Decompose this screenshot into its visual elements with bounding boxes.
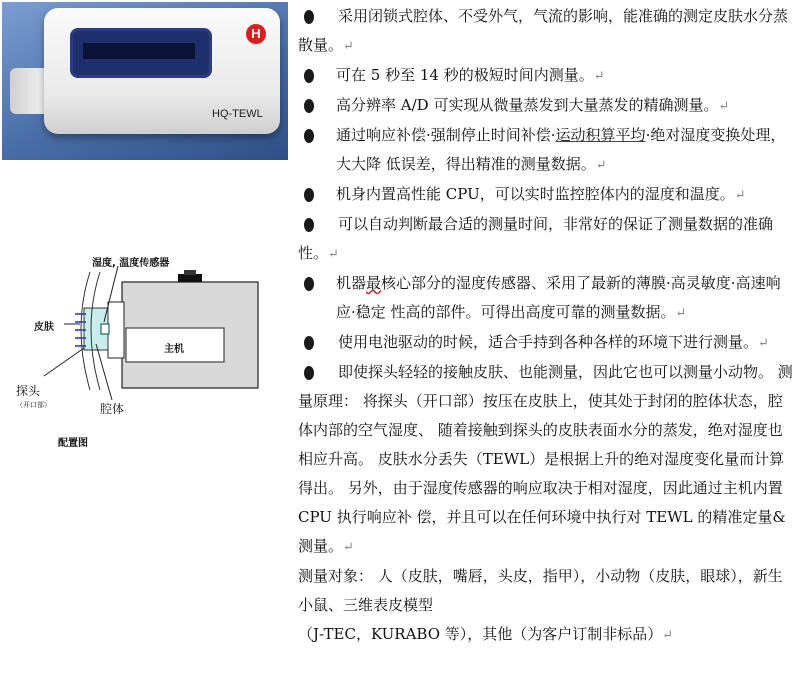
paragraph: 采用闭锁式腔体、不受外气，气流的影响，能准确的测定皮肤水分蒸散量。↵ bbox=[298, 7, 789, 54]
return-mark-icon: ↵ bbox=[343, 39, 354, 54]
diagram-drawing bbox=[0, 240, 290, 450]
return-mark-icon: ↵ bbox=[758, 336, 769, 351]
probe-neck bbox=[108, 302, 124, 358]
probe-label: 探头 bbox=[16, 384, 41, 398]
skin-label: 皮肤 bbox=[34, 322, 54, 333]
bullet-icon bbox=[304, 218, 314, 232]
brand-badge: H bbox=[246, 24, 266, 44]
paragraph: （J-TEC，KURABO 等），其他（为客户订制非标品）↵ bbox=[298, 625, 674, 643]
tewl-device bbox=[44, 8, 280, 134]
host-button bbox=[178, 274, 202, 282]
bullet-icon bbox=[304, 99, 314, 113]
bullet-icon bbox=[304, 277, 314, 291]
paragraph: 高分辨率 A/D 可实现从微量蒸发到大量蒸发的精确测量。↵ bbox=[298, 91, 794, 121]
paragraph: 使用电池驱动的时候，适合手持到各种各样的环境下进行测量。↵ bbox=[298, 328, 794, 358]
return-mark-icon: ↵ bbox=[593, 69, 605, 84]
paragraph: 机器最核心部分的湿度传感器、采用了最新的薄膜·高灵敏度·高速响应·稳定 性高的部件。可得出高度可靠的测量数据。↵ bbox=[298, 269, 794, 328]
bullet-icon bbox=[304, 10, 314, 24]
return-mark-icon: ↵ bbox=[734, 188, 746, 203]
return-mark-icon: ↵ bbox=[662, 628, 674, 643]
bullet-icon bbox=[304, 366, 314, 380]
probe-sub-label: （开口部） bbox=[16, 401, 51, 409]
paragraph: 通过响应补偿·强制停止时间补偿·运动积算平均·绝对湿度变换处理，大大降 低误差，得出精准的测量数据。↵ bbox=[298, 121, 794, 180]
sensor-element bbox=[101, 324, 109, 334]
paragraph: 可以自动判断最合适的测量时间，非常好的保证了测量数据的准确性。↵ bbox=[298, 215, 774, 262]
bullet-icon bbox=[304, 336, 314, 350]
return-mark-icon: ↵ bbox=[343, 540, 354, 555]
bullet-icon bbox=[304, 69, 314, 83]
return-mark-icon: ↵ bbox=[675, 306, 687, 321]
bullet-icon bbox=[304, 188, 314, 202]
return-mark-icon: ↵ bbox=[718, 99, 730, 114]
cavity-label: 腔体 bbox=[100, 402, 125, 416]
feature-text bbox=[298, 2, 794, 650]
paragraph: 即使探头轻轻的接触皮肤、也能测量，因此它也可以测量小动物。 测量原理： 将探头（开口部）按压在皮肤上，使其处于封闭的腔体状态，腔体内部的空气湿度、 随着接触到探头的皮肤表面水分的蒸发，绝对湿度也相应升高。 皮肤水分丢失（TEWL）是根据上升的绝对湿度变化量而计算得出。 另外，由于湿度传感器的响应取决于相对湿度，因此通过主机内置 CPU 执行响应补 偿，并且可以在任何环境中执行对 TEWL 的精准定量&测量。↵ bbox=[298, 363, 793, 555]
paragraph: 机身内置高性能 CPU，可以实时监控腔体内的湿度和温度。↵ bbox=[298, 180, 794, 210]
sensor-label: 湿度, 温度传感器 bbox=[92, 258, 170, 269]
device-screen bbox=[70, 28, 212, 78]
return-mark-icon: ↵ bbox=[328, 247, 339, 262]
bullet-icon bbox=[304, 129, 314, 143]
probe-nozzle bbox=[10, 68, 46, 114]
paragraph: 可在 5 秒至 14 秒的极短时间内测量。↵ bbox=[298, 61, 794, 91]
paragraph: 测量对象： 人（皮肤，嘴唇，头皮，指甲），小动物（皮肤，眼球），新生小鼠、三维表皮模型 bbox=[298, 567, 783, 614]
diagram-caption: 配置图 bbox=[58, 438, 88, 449]
configuration-diagram bbox=[0, 240, 290, 450]
return-mark-icon: ↵ bbox=[595, 158, 607, 173]
model-label: HQ-TEWL bbox=[212, 108, 263, 120]
host-label: 主机 bbox=[164, 344, 184, 355]
product-photo bbox=[2, 2, 288, 160]
